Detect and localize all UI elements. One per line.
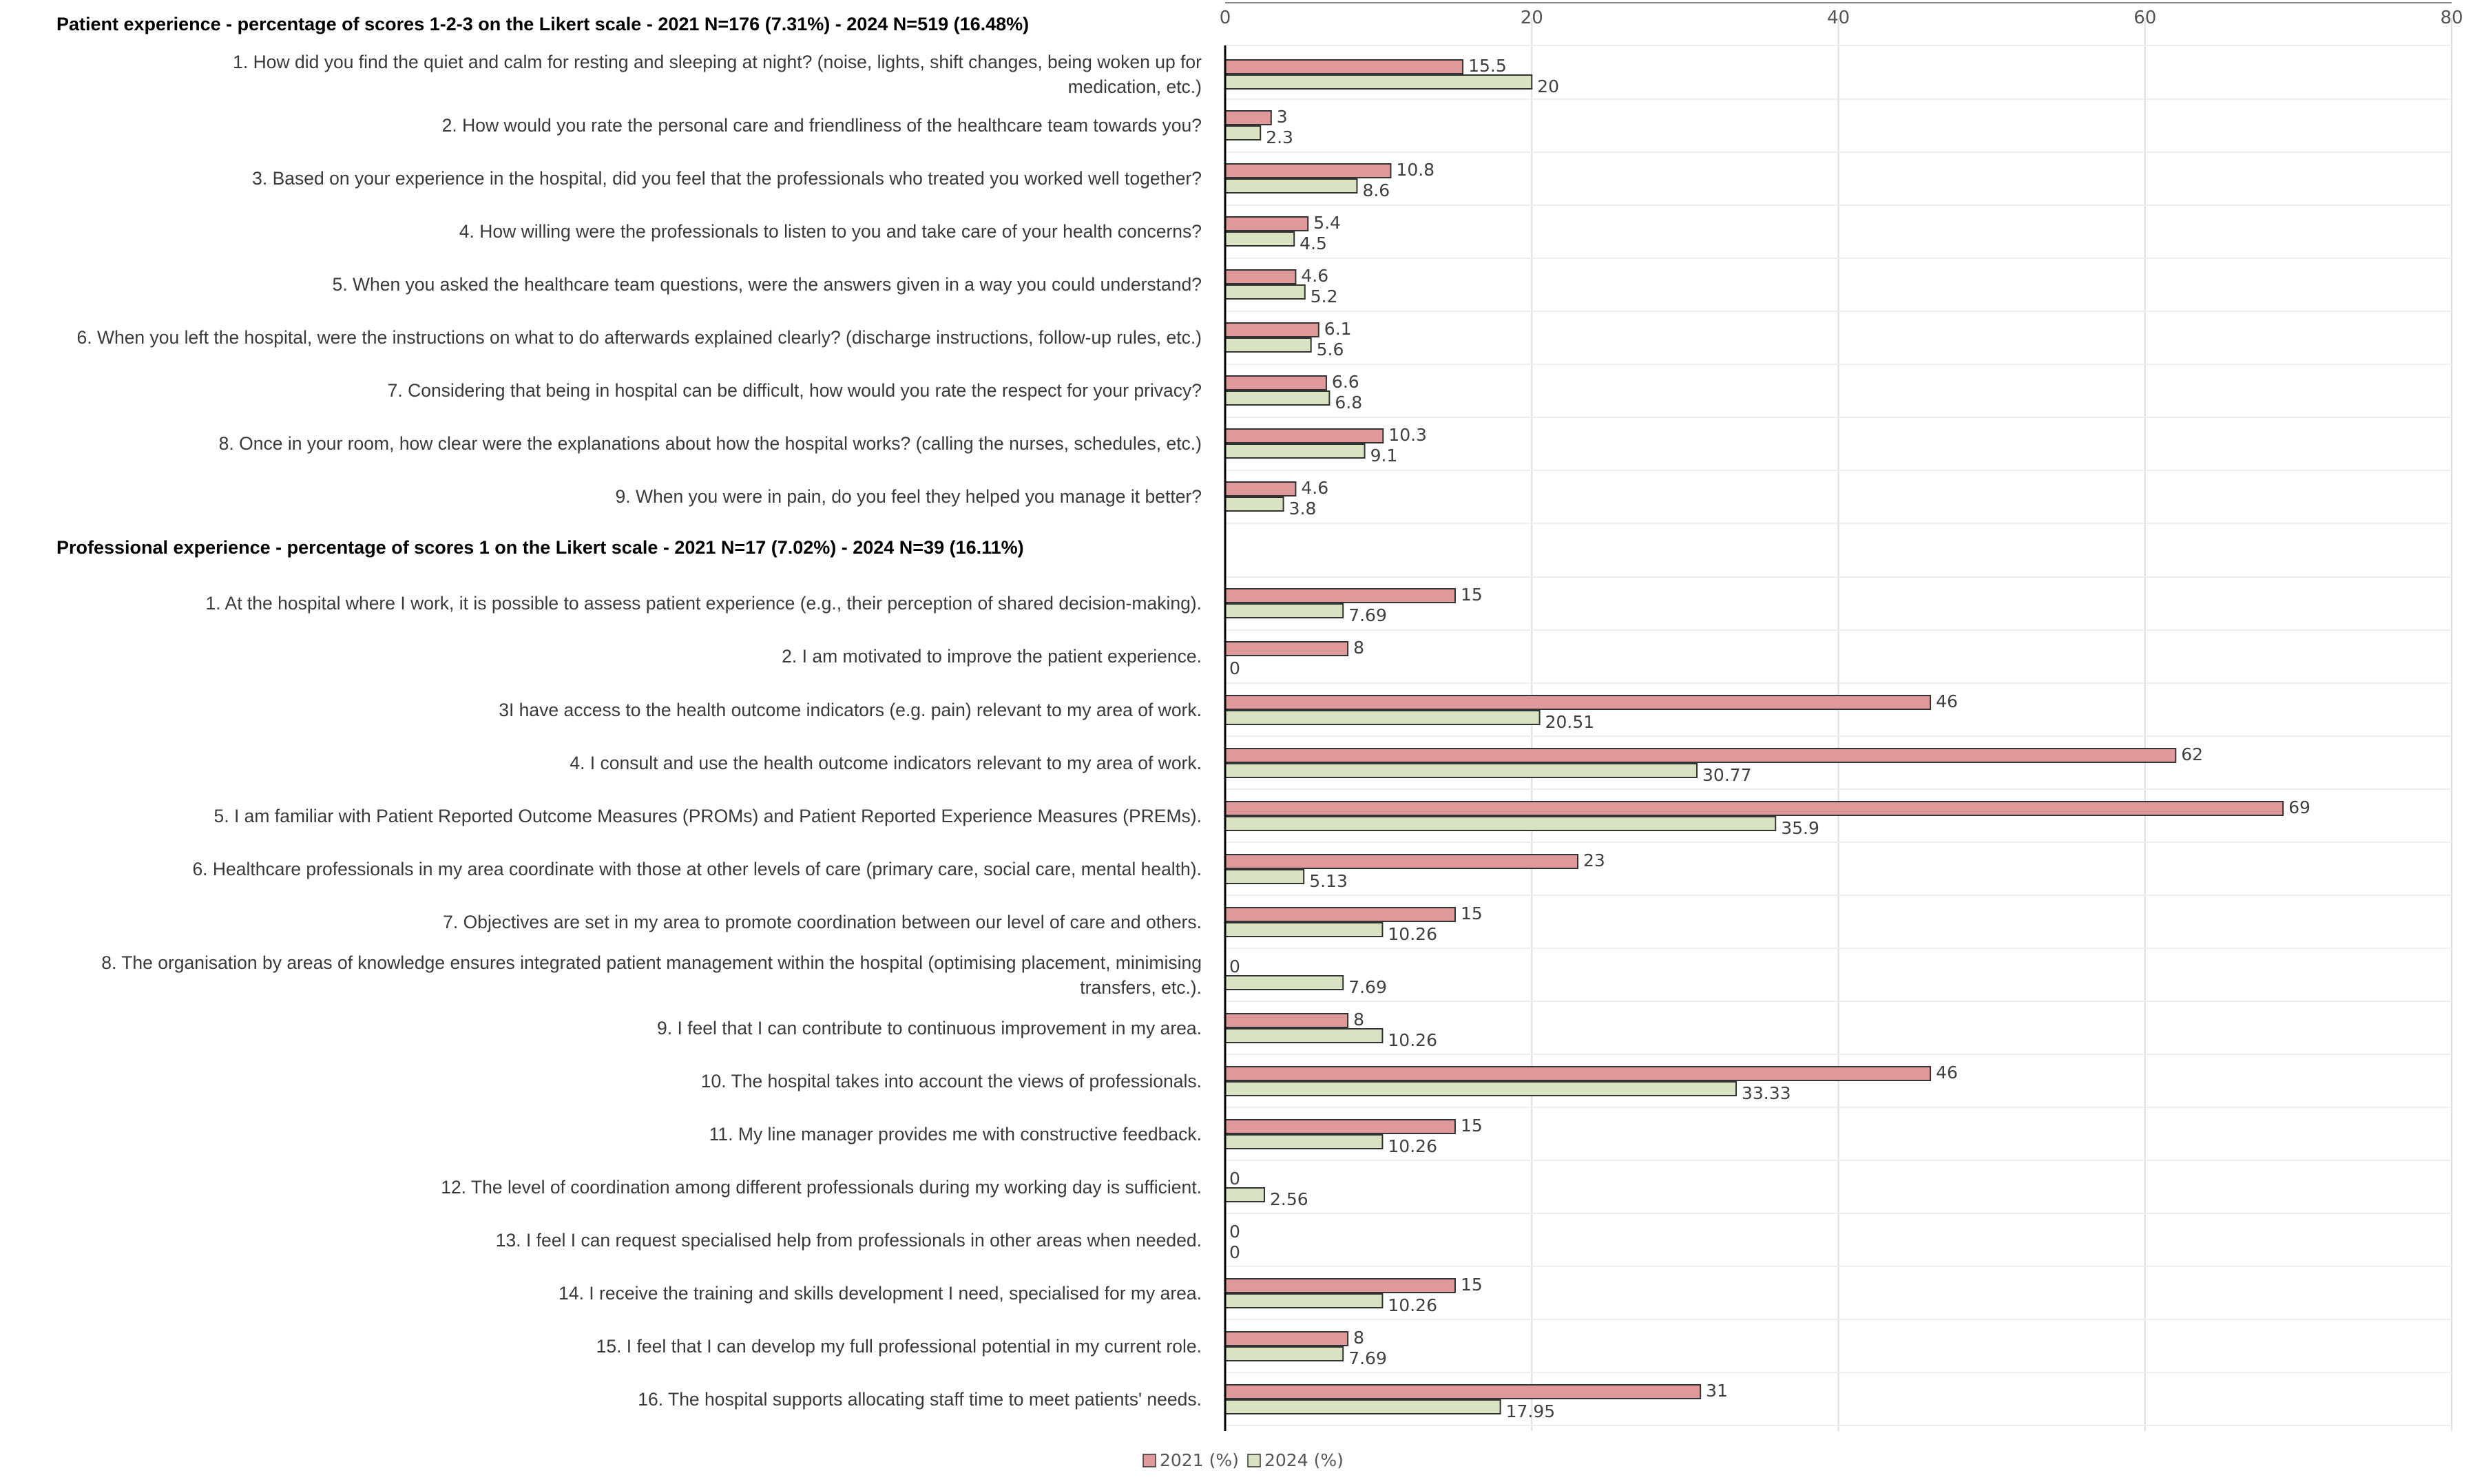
- data-label-2021: 23: [1583, 850, 1605, 870]
- bar-2021: [1225, 749, 2175, 762]
- bar-2021: [1225, 164, 1390, 178]
- data-label-2021: 15: [1460, 585, 1483, 605]
- data-label-2024: 5.6: [1316, 339, 1344, 359]
- data-label-2024: 7.69: [1348, 977, 1387, 997]
- data-label-2021: 69: [2288, 797, 2310, 817]
- bar-2024: [1225, 976, 1343, 990]
- bar-2021: [1225, 908, 1455, 921]
- category-label: medication, etc.): [1067, 76, 1202, 97]
- x-tick-label: 60: [2133, 8, 2157, 28]
- bar-2021: [1225, 482, 1295, 496]
- data-label-2024: 10.26: [1388, 1136, 1437, 1156]
- section-title: Professional experience - percentage of scores 1 on the Likert scale - 2021 N=17 (7.02%) - 2024 N=39 (16.11%): [56, 537, 1024, 558]
- bar-2021: [1225, 1067, 1930, 1080]
- data-label-2021: 0: [1229, 1222, 1240, 1242]
- bar-2021: [1225, 1120, 1455, 1133]
- data-label-2024: 4.5: [1300, 233, 1327, 253]
- bar-2024: [1225, 338, 1311, 352]
- bar-2024: [1225, 391, 1329, 405]
- bar-2024: [1225, 497, 1284, 511]
- x-tick-label: 20: [1520, 8, 1543, 28]
- category-label: 5. I am familiar with Patient Reported Outcome Measures (PROMs) and Patient Reported Experience Measures (PREMs).: [213, 806, 1202, 826]
- data-label-2024: 35.9: [1781, 818, 1819, 838]
- category-label: 10. The hospital takes into account the views of professionals.: [700, 1071, 1202, 1091]
- data-label-2021: 46: [1936, 691, 1958, 711]
- bar-2024: [1225, 1135, 1382, 1149]
- bar-2024: [1225, 764, 1697, 777]
- bar-2021: [1225, 217, 1308, 231]
- category-label: 15. I feel that I can develop my full professional potential in my current role.: [596, 1336, 1202, 1357]
- data-label-2021: 8: [1353, 1010, 1365, 1030]
- data-label-2021: 10.3: [1388, 425, 1427, 445]
- bar-2024: [1225, 870, 1304, 884]
- data-label-2021: 5.4: [1313, 213, 1341, 233]
- category-label: 14. I receive the training and skills development I need, specialised for my area.: [559, 1283, 1202, 1304]
- data-label-2024: 2.3: [1266, 127, 1293, 147]
- data-label-2021: 0: [1229, 1169, 1240, 1189]
- bar-2021: [1225, 802, 2283, 815]
- bar-2021: [1225, 270, 1295, 284]
- bar-2024: [1225, 179, 1357, 193]
- category-label: 12. The level of coordination among different professionals during my working day is sufficient.: [441, 1177, 1202, 1198]
- data-label-2024: 30.77: [1702, 765, 1752, 785]
- legend-2024-label: 2024 (%): [1264, 1450, 1344, 1470]
- data-label-2021: 15.5: [1468, 56, 1507, 76]
- bar-2024: [1225, 1400, 1501, 1414]
- bar-2024: [1225, 1347, 1343, 1361]
- data-label-2021: 10.8: [1396, 160, 1435, 180]
- data-label-2021: 15: [1460, 1116, 1483, 1136]
- category-label: 7. Considering that being in hospital can be difficult, how would you rate the respect for your privacy?: [387, 380, 1202, 401]
- bar-2021: [1225, 642, 1348, 656]
- data-label-2024: 5.2: [1310, 286, 1338, 306]
- category-label: 9. I feel that I can contribute to continuous improvement in my area.: [656, 1018, 1202, 1038]
- bar-2024: [1225, 923, 1382, 937]
- bar-2024: [1225, 1294, 1382, 1308]
- category-label: 9. When you were in pain, do you feel they helped you manage it better?: [615, 486, 1202, 507]
- data-label-2024: 0: [1229, 658, 1240, 678]
- data-label-2024: 20.51: [1545, 712, 1595, 732]
- data-label-2024: 10.26: [1388, 1295, 1437, 1315]
- category-label: 2. How would you rate the personal care and friendliness of the healthcare team towards you?: [441, 115, 1202, 136]
- data-label-2024: 9.1: [1370, 446, 1398, 466]
- data-label-2021: 6.6: [1331, 372, 1359, 392]
- bar-2021: [1225, 1279, 1455, 1293]
- bar-2021: [1225, 323, 1319, 337]
- bar-2021: [1225, 589, 1455, 603]
- category-label: 16. The hospital supports allocating staff time to meet patients' needs.: [638, 1389, 1202, 1410]
- data-label-2021: 62: [2181, 744, 2204, 764]
- data-label-2021: 4.6: [1301, 478, 1329, 498]
- x-tick-label: 80: [2440, 8, 2463, 28]
- data-label-2024: 2.56: [1269, 1189, 1308, 1209]
- bar-2021: [1225, 696, 1930, 709]
- bar-2021: [1225, 111, 1271, 125]
- category-label: 7. Objectives are set in my area to promote coordination between our level of care and others.: [443, 912, 1202, 932]
- category-label: 4. I consult and use the health outcome indicators relevant to my area of work.: [570, 753, 1202, 773]
- data-label-2024: 6.8: [1335, 393, 1363, 412]
- category-label: 1. At the hospital where I work, it is possible to assess patient experience (e.g., their perception of shared decision-making).: [205, 593, 1202, 614]
- data-label-2021: 8: [1353, 1328, 1365, 1348]
- category-label: 5. When you asked the healthcare team questions, were the answers given in a way you could understand?: [332, 274, 1202, 295]
- category-label: 3I have access to the health outcome indicators (e.g. pain) relevant to my area of work.: [499, 700, 1202, 720]
- data-label-2024: 10.26: [1388, 1030, 1437, 1050]
- category-label: 8. The organisation by areas of knowledge ensures integrated patient management within the hospital (optimising placement, minimising: [101, 952, 1202, 973]
- data-label-2021: 46: [1936, 1063, 1958, 1083]
- bar-2021: [1225, 376, 1326, 390]
- legend-2024-swatch: [1248, 1454, 1260, 1467]
- legend-2021-swatch: [1143, 1454, 1156, 1467]
- category-label: 11. My line manager provides me with constructive feedback.: [709, 1124, 1202, 1145]
- category-label: 6. When you left the hospital, were the instructions on what to do afterwards explained clearly? (discharge instructions, follow-up rules, etc.): [76, 327, 1202, 348]
- data-label-2024: 7.69: [1348, 605, 1387, 625]
- bar-2024: [1225, 444, 1365, 458]
- bar-2024: [1225, 232, 1294, 246]
- data-label-2024: 3.8: [1288, 499, 1317, 519]
- bar-2021: [1225, 60, 1463, 74]
- category-label: 1. How did you find the quiet and calm for resting and sleeping at night? (noise, lights, shift changes, being woken up for: [233, 52, 1202, 72]
- data-label-2021: 3: [1276, 107, 1288, 127]
- bar-2024: [1225, 604, 1343, 618]
- data-label-2024: 10.26: [1388, 924, 1437, 944]
- data-label-2021: 0: [1229, 957, 1240, 976]
- data-label-2021: 15: [1460, 903, 1483, 923]
- data-label-2024: 0: [1229, 1242, 1240, 1262]
- bar-2024: [1225, 1029, 1382, 1043]
- data-label-2024: 5.13: [1309, 871, 1348, 891]
- bar-2024: [1225, 1082, 1736, 1096]
- category-label: 13. I feel I can request specialised help from professionals in other areas when needed.: [495, 1230, 1202, 1251]
- category-label: 8. Once in your room, how clear were the explanations about how the hospital works? (calling the nurses, schedules, etc.): [218, 433, 1202, 454]
- data-label-2024: 7.69: [1348, 1348, 1387, 1368]
- bar-2024: [1225, 126, 1260, 140]
- bar-2021: [1225, 429, 1383, 443]
- bar-2024: [1225, 285, 1305, 299]
- category-label: 4. How willing were the professionals to listen to you and take care of your health concerns?: [459, 221, 1202, 242]
- bar-2024: [1225, 1188, 1264, 1202]
- bar-2024: [1225, 711, 1540, 724]
- data-label-2021: 15: [1460, 1275, 1483, 1295]
- data-label-2024: 17.95: [1505, 1401, 1556, 1421]
- bar-2021: [1225, 1332, 1348, 1346]
- data-label-2024: 8.6: [1362, 180, 1390, 200]
- data-label-2021: 8: [1353, 638, 1365, 658]
- data-label-2021: 4.6: [1301, 266, 1329, 286]
- bar-2021: [1225, 1385, 1700, 1399]
- section-title: Patient experience - percentage of scores 1-2-3 on the Likert scale - 2021 N=176 (7.31%) - 2024 N=519 (16.48%): [56, 14, 1030, 34]
- bar-2024: [1225, 817, 1775, 830]
- category-label: 2. I am motivated to improve the patient experience.: [782, 646, 1202, 667]
- category-label: 3. Based on your experience in the hospital, did you feel that the professionals who treated you worked well together?: [252, 168, 1202, 189]
- data-label-2021: 31: [1706, 1381, 1728, 1401]
- category-label: 6. Healthcare professionals in my area coordinate with those at other levels of care (primary care, social care, mental health).: [192, 859, 1202, 879]
- bar-2021: [1225, 1014, 1348, 1027]
- bar-2024: [1225, 75, 1532, 89]
- category-label: transfers, etc.).: [1080, 977, 1202, 998]
- data-label-2024: 20: [1537, 76, 1560, 96]
- bar-2021: [1225, 855, 1578, 868]
- x-tick-label: 0: [1219, 8, 1231, 28]
- legend-2021-label: 2021 (%): [1160, 1450, 1239, 1470]
- x-tick-label: 40: [1826, 8, 1850, 28]
- data-label-2021: 6.1: [1324, 319, 1352, 339]
- data-label-2024: 33.33: [1742, 1083, 1791, 1103]
